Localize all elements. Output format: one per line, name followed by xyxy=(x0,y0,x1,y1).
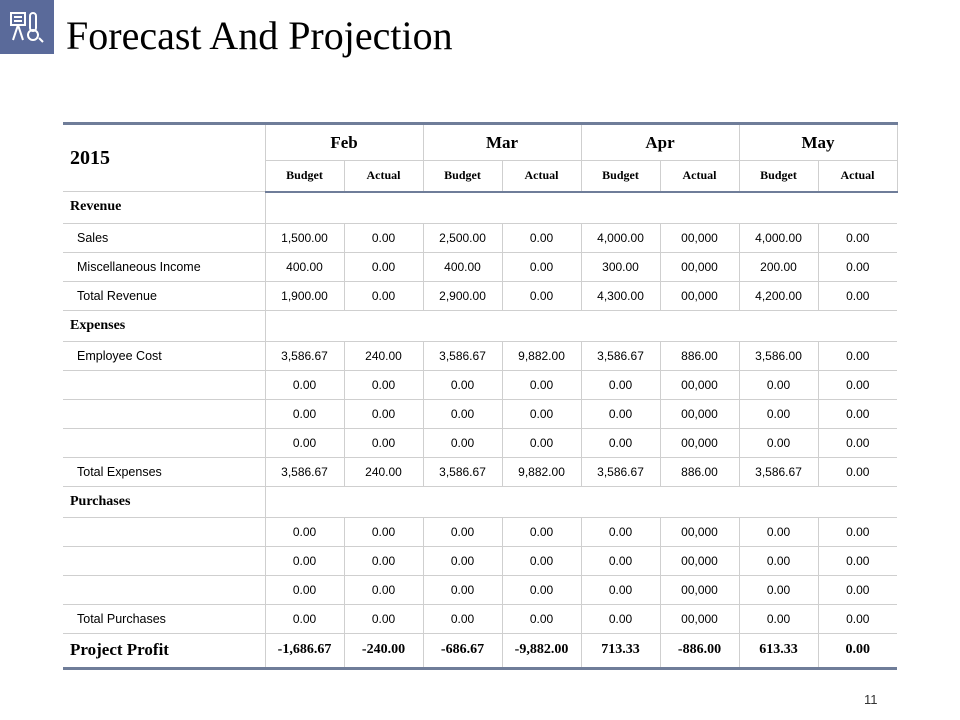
value-cell: 0.00 xyxy=(818,457,897,486)
value-cell: 0.00 xyxy=(818,604,897,633)
value-cell: 0.00 xyxy=(502,575,581,604)
value-cell: 0.00 xyxy=(502,252,581,281)
value-cell: 0.00 xyxy=(818,281,897,310)
section-spacer-cell xyxy=(265,310,897,341)
value-cell: 400.00 xyxy=(423,252,502,281)
value-cell: 0.00 xyxy=(344,604,423,633)
value-cell: 3,586.67 xyxy=(581,457,660,486)
budget-header: Budget xyxy=(423,161,502,192)
value-cell: 2,500.00 xyxy=(423,223,502,252)
table-header xyxy=(63,124,897,192)
table-row xyxy=(63,399,897,428)
value-cell: 9,882.00 xyxy=(502,341,581,370)
value-cell: 0.00 xyxy=(344,370,423,399)
page-number: 11 xyxy=(864,692,878,707)
value-cell: 2,900.00 xyxy=(423,281,502,310)
value-cell: 0.00 xyxy=(344,517,423,546)
value-cell: 00,000 xyxy=(660,370,739,399)
value-cell: 3,586.00 xyxy=(739,341,818,370)
actual-header: Actual xyxy=(660,161,739,192)
table-row xyxy=(63,457,897,486)
value-cell: 0.00 xyxy=(502,399,581,428)
value-cell: 0.00 xyxy=(344,252,423,281)
value-cell: 00,000 xyxy=(660,575,739,604)
value-cell: 0.00 xyxy=(265,370,344,399)
value-cell: 0.00 xyxy=(344,223,423,252)
table-row xyxy=(63,341,897,370)
month-header-apr: Apr xyxy=(581,124,739,161)
value-cell: 886.00 xyxy=(660,457,739,486)
value-cell: 0.00 xyxy=(344,428,423,457)
value-cell: 240.00 xyxy=(344,341,423,370)
year-header: 2015 xyxy=(63,124,265,192)
profit-value-cell: -1,686.67 xyxy=(265,633,344,668)
logo xyxy=(0,0,54,54)
value-cell: 9,882.00 xyxy=(502,457,581,486)
value-cell: 3,586.67 xyxy=(423,457,502,486)
value-cell: 886.00 xyxy=(660,341,739,370)
table-row xyxy=(63,428,897,457)
value-cell: 00,000 xyxy=(660,399,739,428)
value-cell: 0.00 xyxy=(739,428,818,457)
value-cell: 4,300.00 xyxy=(581,281,660,310)
table-row xyxy=(63,223,897,252)
value-cell: 0.00 xyxy=(265,604,344,633)
row-label xyxy=(63,546,265,575)
value-cell: 00,000 xyxy=(660,517,739,546)
table-row xyxy=(63,546,897,575)
section-spacer-cell xyxy=(265,486,897,517)
value-cell: 3,586.67 xyxy=(581,341,660,370)
value-cell: 0.00 xyxy=(818,428,897,457)
value-cell: 3,586.67 xyxy=(265,341,344,370)
section-row xyxy=(63,310,897,341)
value-cell: 0.00 xyxy=(739,517,818,546)
value-cell: 0.00 xyxy=(818,399,897,428)
table-row xyxy=(63,252,897,281)
value-cell: 00,000 xyxy=(660,252,739,281)
budget-header: Budget xyxy=(739,161,818,192)
budget-header: Budget xyxy=(581,161,660,192)
table-row xyxy=(63,575,897,604)
value-cell: 0.00 xyxy=(818,575,897,604)
table-body xyxy=(63,192,897,669)
section-title: Expenses xyxy=(63,310,265,341)
table-row xyxy=(63,281,897,310)
actual-header: Actual xyxy=(818,161,897,192)
table-row xyxy=(63,517,897,546)
value-cell: 0.00 xyxy=(423,370,502,399)
value-cell: 0.00 xyxy=(344,281,423,310)
value-cell: 3,586.67 xyxy=(265,457,344,486)
row-label xyxy=(63,428,265,457)
value-cell: 0.00 xyxy=(265,575,344,604)
value-cell: 0.00 xyxy=(818,223,897,252)
value-cell: 0.00 xyxy=(502,281,581,310)
value-cell: 0.00 xyxy=(265,517,344,546)
section-title: Purchases xyxy=(63,486,265,517)
row-label xyxy=(63,370,265,399)
row-label xyxy=(63,575,265,604)
table-row xyxy=(63,604,897,633)
value-cell: 240.00 xyxy=(344,457,423,486)
value-cell: 0.00 xyxy=(581,546,660,575)
value-cell: 0.00 xyxy=(344,546,423,575)
value-cell: 0.00 xyxy=(581,370,660,399)
value-cell: 0.00 xyxy=(818,517,897,546)
value-cell: 0.00 xyxy=(502,428,581,457)
value-cell: 0.00 xyxy=(502,517,581,546)
value-cell: 0.00 xyxy=(739,370,818,399)
value-cell: 0.00 xyxy=(265,428,344,457)
value-cell: 0.00 xyxy=(265,399,344,428)
value-cell: 4,000.00 xyxy=(739,223,818,252)
row-label: Sales xyxy=(63,223,265,252)
value-cell: 300.00 xyxy=(581,252,660,281)
value-cell: 00,000 xyxy=(660,281,739,310)
month-header-mar: Mar xyxy=(423,124,581,161)
value-cell: 0.00 xyxy=(739,399,818,428)
profit-value-cell: -240.00 xyxy=(344,633,423,668)
row-label xyxy=(63,399,265,428)
value-cell: 0.00 xyxy=(739,575,818,604)
section-row xyxy=(63,192,897,224)
section-spacer-cell xyxy=(265,192,897,224)
row-label: Total Revenue xyxy=(63,281,265,310)
value-cell: 0.00 xyxy=(502,370,581,399)
value-cell: 0.00 xyxy=(423,604,502,633)
actual-header: Actual xyxy=(344,161,423,192)
actual-header: Actual xyxy=(502,161,581,192)
value-cell: 0.00 xyxy=(344,575,423,604)
value-cell: 4,200.00 xyxy=(739,281,818,310)
value-cell: 200.00 xyxy=(739,252,818,281)
section-title: Revenue xyxy=(63,192,265,224)
value-cell: 00,000 xyxy=(660,604,739,633)
month-header-feb: Feb xyxy=(265,124,423,161)
value-cell: 4,000.00 xyxy=(581,223,660,252)
value-cell: 400.00 xyxy=(265,252,344,281)
slide-title: Forecast And Projection xyxy=(66,13,453,58)
value-cell: 0.00 xyxy=(344,399,423,428)
value-cell: 00,000 xyxy=(660,428,739,457)
value-cell: 0.00 xyxy=(423,428,502,457)
profit-label: Project Profit xyxy=(63,633,265,668)
value-cell: 0.00 xyxy=(423,546,502,575)
row-label: Total Expenses xyxy=(63,457,265,486)
value-cell: 1,500.00 xyxy=(265,223,344,252)
value-cell: 0.00 xyxy=(581,399,660,428)
profit-value-cell: 0.00 xyxy=(818,633,897,668)
value-cell: 0.00 xyxy=(739,546,818,575)
month-header-may: May xyxy=(739,124,897,161)
value-cell: 0.00 xyxy=(423,517,502,546)
value-cell: 0.00 xyxy=(818,252,897,281)
profit-value-cell: -9,882.00 xyxy=(502,633,581,668)
value-cell: 0.00 xyxy=(818,370,897,399)
forecast-table xyxy=(63,122,898,670)
value-cell: 0.00 xyxy=(581,517,660,546)
value-cell: 0.00 xyxy=(265,546,344,575)
value-cell: 3,586.67 xyxy=(739,457,818,486)
value-cell: 00,000 xyxy=(660,223,739,252)
value-cell: 0.00 xyxy=(423,575,502,604)
value-cell: 3,586.67 xyxy=(423,341,502,370)
section-row xyxy=(63,486,897,517)
value-cell: 0.00 xyxy=(502,604,581,633)
profit-value-cell: 613.33 xyxy=(739,633,818,668)
value-cell: 0.00 xyxy=(502,546,581,575)
value-cell: 0.00 xyxy=(502,223,581,252)
presentation-board-icon xyxy=(9,10,45,44)
profit-value-cell: -886.00 xyxy=(660,633,739,668)
row-label: Employee Cost xyxy=(63,341,265,370)
profit-row xyxy=(63,633,897,668)
value-cell: 1,900.00 xyxy=(265,281,344,310)
value-cell: 0.00 xyxy=(581,428,660,457)
value-cell: 00,000 xyxy=(660,546,739,575)
row-label xyxy=(63,517,265,546)
value-cell: 0.00 xyxy=(818,341,897,370)
profit-value-cell: 713.33 xyxy=(581,633,660,668)
value-cell: 0.00 xyxy=(739,604,818,633)
profit-value-cell: -686.67 xyxy=(423,633,502,668)
row-label: Miscellaneous Income xyxy=(63,252,265,281)
forecast-table-container xyxy=(63,122,897,670)
value-cell: 0.00 xyxy=(818,546,897,575)
value-cell: 0.00 xyxy=(423,399,502,428)
table-row xyxy=(63,370,897,399)
value-cell: 0.00 xyxy=(581,604,660,633)
value-cell: 0.00 xyxy=(581,575,660,604)
budget-header: Budget xyxy=(265,161,344,192)
row-label: Total Purchases xyxy=(63,604,265,633)
